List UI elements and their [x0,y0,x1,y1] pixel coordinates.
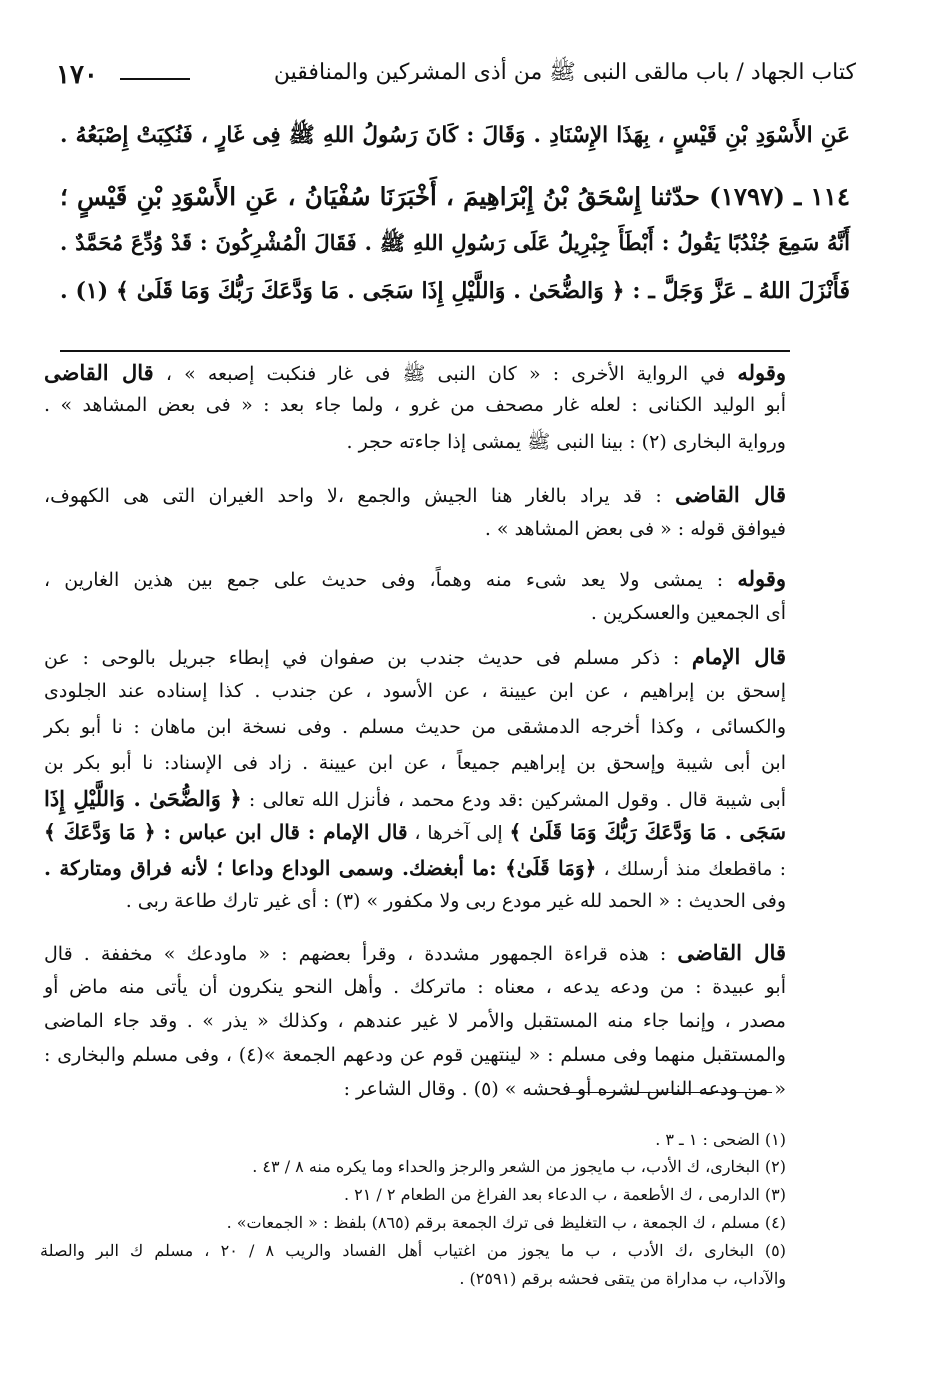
commentary-text: أبى شيبة قال . وقول المشركين :قد ودع محمد ، فأنزل الله تعالى : [241,789,787,811]
hadith-line: فَأَنْزَلَ اللهُ ـ عَزَّ وَجَلَّ ـ : ﴿ وَالضُّحَىٰ . وَاللَّيْلِ إِذَا سَجَى . مَا وَدَّعَكَ رَبُّكَ وَمَا قَلَىٰ ﴾ (١) . [60,278,850,304]
commentary-line [44,602,786,624]
commentary-lead: وقوله [737,566,786,591]
footnote: (٤) مسلم ، ك الجمعة ، ب التغليظ فى ترك الجمعة برقم (٨٦٥) بلفظ : « الجمعات» . [226,1213,786,1232]
footnote-divider [566,1092,772,1093]
commentary-lead: قال القاضى [677,940,786,965]
commentary-lead: قال القاضى [675,482,786,507]
hadith-line: عَنِ الأَسْوَدِ بْنِ قَيْسٍ ، بِهَذَا الإِسْنَادِ . وَقَالَ : كَانَ رَسُولُ اللهِ ﷺ فِى غَارٍ ، فَنُكِبَتْ إِصْبَعُهُ . [60,123,850,148]
commentary-line [44,1078,786,1100]
commentary-text: فيوافق قوله : « فى بعض المشاهد » . [484,518,786,540]
footnote: (٢) البخارى، ك الأدب، ب مايجوز من الشعر والرجز والحداء وما يكره منه ٨ / ٤٣ . [252,1157,786,1176]
commentary-line [44,940,786,965]
commentary-text: : ماقطعك منذ أرسلك ، [596,859,787,880]
hadith-line: أَنَّهُ سَمِعَ جُنْدُبًا يَقُولُ : أَبْطَأَ جِبْرِيلُ عَلَى رَسُولِ اللهِ ﷺ . فَقَالَ الْمُشْرِكُونَ : قَدْ وُدِّعَ مُحَمَّدٌ . [60,230,850,255]
commentary-line [44,430,786,458]
header-rule [120,78,190,80]
commentary-text: ورواية البخارى (٢) : بينا النبى ﷺ يمشى إذا جاءته حجر . [346,431,786,453]
footnote: (٣) الدارمى ، ك الأطعمة ، ب الدعاء بعد الفراغ من الطعام ٢ / ٢١ . [343,1185,786,1204]
commentary-line [44,786,786,811]
commentary-line [44,890,786,912]
page-number: ١٧٠ [56,60,98,90]
section-divider [60,350,790,352]
commentary-text: والكسائى ، وكذا أخرجه الدمشقى من حديث مسلم . وفى نسخة ابن ماهان : نا أبو بكر [44,716,786,738]
commentary-line [44,482,786,507]
commentary-text: أى الجمعين والعسكرين . [590,602,786,624]
page-header [56,58,856,98]
commentary-line [44,976,786,998]
commentary-emphasis: قال القاضى [44,360,154,385]
commentary-lead: وقوله [737,360,786,385]
commentary-line [44,566,786,591]
commentary-text: في الرواية الأخرى : « كان النبى ﷺ فى غار فنكبت إصبعه » ، [153,363,738,385]
commentary-emphasis: ﴿وَمَا قَلَىٰ﴾ :ما أبغضك. وسمى الوداع وداعا ؛ لأنه فراق ومتاركة . [44,856,597,880]
commentary-text: وفى الحديث : « الحمد لله غير مودع ربى ولا مكفور » (٣) : أى غير تارك طاعة ربى . [125,890,786,912]
hadith-line: ١١٤ ـ (١٧٩٧) حدّثنا إِسْحَقُ بْنُ إِبْرَاهِيمَ ، أَخْبَرَنَا سُفْيَانُ ، عَنِ الأَسْوَدِ بْنِ قَيْسٍ ؛ [60,182,850,211]
commentary-line [44,752,786,774]
commentary-line [44,680,786,702]
footnote: (١) الضحى : ١ ـ ٣ . [655,1130,786,1149]
commentary-line [44,1044,786,1066]
commentary-text: إلى آخرها ، [407,823,510,844]
commentary-text: : يمشى ولا يعد شىء منه وهماً، وفى حديث على جمع بين هذين الغارين ، [44,569,738,591]
commentary-line [44,360,786,390]
commentary-lead: قال الإمام [691,644,786,669]
commentary-text: أبو عبيدة : من ودعه يدعه ، معناه : ماتركك . وأهل النحو ينكرون أن يأتى منه ماض أو [44,976,786,998]
commentary-line [44,1010,786,1032]
commentary-emphasis: ﴿ وَالضُّحَىٰ . وَاللَّيْلِ إِذَا [44,786,242,811]
running-title: كتاب الجهاد / باب مالقى النبى ﷺ من أذى المشركين والمنافقين [273,60,856,85]
commentary-line [44,644,786,669]
footnote: والآداب، ب مداراة من يتقى فحشه برقم (٢٥٩١) . [459,1269,786,1288]
commentary-text: والمستقبل منهما وفى مسلم : « لينتهين قوم عن ودعهم الجمعة »(٤) ، وفى مسلم والبخارى : [44,1044,786,1066]
commentary-text: « من ودعه الناس لشره أو فحشه » (٥) . وقال الشاعر : [343,1078,786,1100]
commentary-lead: سَجَى . مَا وَدَّعَكَ رَبُّكَ وَمَا قَلَىٰ ﴾ [509,820,786,844]
commentary-text: : هذه قراءة الجمهور مشددة ، وقرأ بعضهم : « ماودعك » مخففة . قال [44,943,678,965]
commentary-line [44,820,786,844]
commentary-text: ابن أبى شيبة وإسحق بن إبراهيم جميعاً ، عن ابن عيينة . زاد فى الإسناد: نا أبو بكر بن [44,752,786,774]
commentary-text: مصدر ، وإنما جاء منه المستقبل والأمر لا غير عندهم ، وكذلك « يذر » . وقد جاء الماضى [44,1010,786,1032]
commentary-text: : قد يراد بالغار هنا الجيش والجمع ،لا واحد الغيران التى هى الكهوف، [44,485,676,507]
commentary-emphasis: قال الإمام : قال ابن عباس : ﴿ مَا وَدَّعَكَ ﴾ [44,820,408,844]
commentary-line [44,518,786,540]
footnote: (٥) البخارى ،ك الأدب ، ب ما يجوز من اغتياب أهل الفساد والريب ٨ / ٢٠ ، مسلم ك البر والصلة [40,1241,787,1260]
commentary-line [44,716,786,738]
commentary-line [44,394,786,416]
commentary-line [44,856,786,880]
commentary-text: أبو الوليد الكنانى : لعله غار مصحف من غرو ، ولما جاء بعد : « فى بعض المشاهد » . [44,394,786,416]
commentary-text: : ذكر مسلم فى حديث جندب بن صفوان في إبطاء جبريل بالوحى : عن [44,647,692,669]
commentary-text: إسحق بن إبراهيم ، عن ابن عيينة ، عن الأسود ، عن جندب . كذا إسناده عند الجلودى [44,680,786,702]
